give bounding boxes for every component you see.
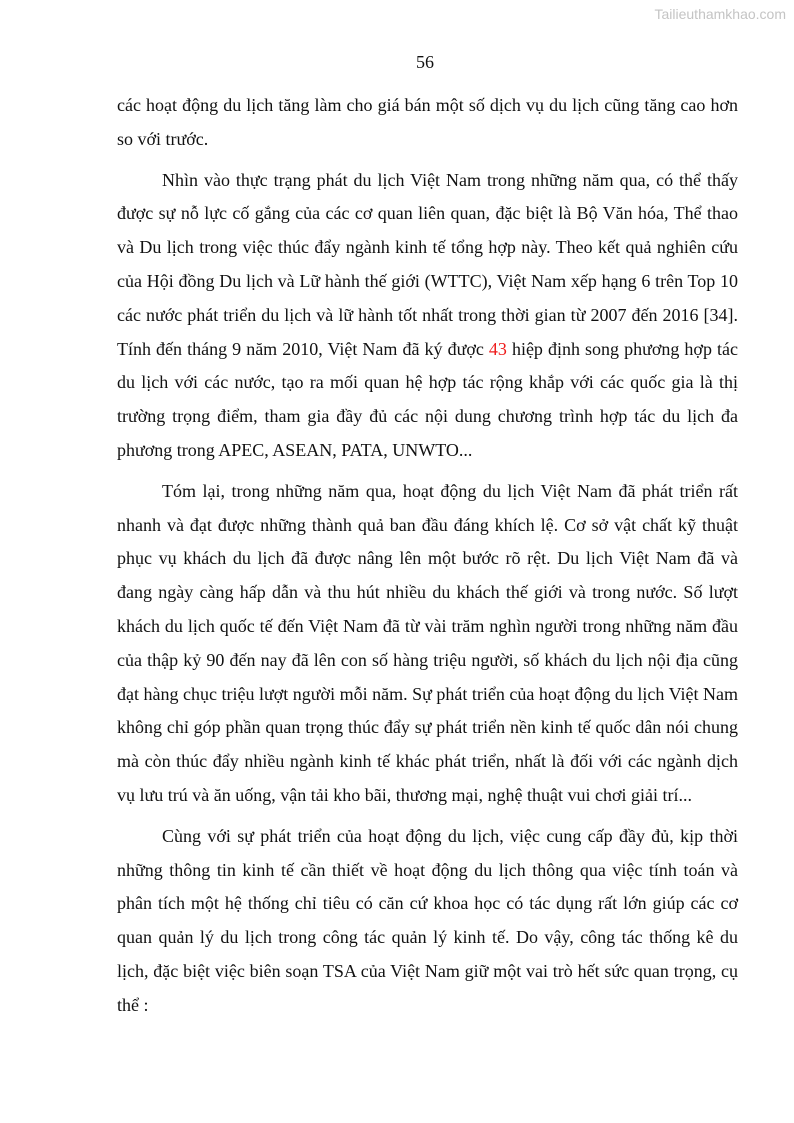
paragraph-text-before: Nhìn vào thực trạng phát du lịch Việt Nam trong những năm qua, có thể thấy được sự nỗ lực cố gắng của các cơ quan liên quan, đặc biệt là Bộ Văn hóa, Thể thao và Du lịch trong việc thúc đẩy ngành kinh tế tổng hợp này. Theo kết quả nghiên cứu của Hội đồng Du lịch và Lữ hành thế giới (WTTC), Việt Nam xếp hạng 6 trên Top 10 các nước phát triển du lịch và lữ hành tốt nhất trong thời gian từ 2007 đến 2016 [34]. Tính đến tháng 9 năm 2010, Việt Nam đã ký được	[117, 169, 738, 359]
page-number: 56	[416, 52, 434, 72]
paragraph-text-after: hiệp định song phương hợp tác du lịch với các nước, tạo ra mối quan hệ hợp tác rộng khắp với các quốc gia là thị trường trọng điểm, tham gia đầy đủ các nội dung chương trình hợp tác du lịch đa phương trong APEC, ASEAN, PATA, UNWTO...	[117, 338, 738, 460]
paragraph-tourism-status	[117, 164, 738, 468]
paragraph-continuation: các hoạt động du lịch tăng làm cho giá bán một số dịch vụ du lịch cũng tăng cao hơn so với trước.	[117, 95, 738, 149]
highlighted-number: 43	[488, 338, 507, 359]
watermark: Tailieuthamkhao.com	[654, 6, 786, 22]
document-body	[117, 89, 738, 1023]
paragraph-summary: Tóm lại, trong những năm qua, hoạt động du lịch Việt Nam đã phát triển rất nhanh và đạt được những thành quả ban đầu đáng khích lệ. Cơ sở vật chất kỹ thuật phục vụ khách du lịch đã được nâng lên một bước rõ rệt. Du lịch Việt Nam đã và đang ngày càng hấp dẫn và thu hút nhiều du khách thế giới và trong nước. Số lượt khách du lịch quốc tế đến Việt Nam đã từ vài trăm nghìn người trong những năm đầu của thập kỷ 90 đến nay đã lên con số hàng triệu người, số khách du lịch nội địa cũng đạt hàng chục triệu lượt người mỗi năm. Sự phát triển của hoạt động du lịch Việt Nam không chỉ góp phần quan trọng thúc đẩy sự phát triển nền kinh tế quốc dân nói chung mà còn thúc đẩy nhiều ngành kinh tế khác phát triển, nhất là đối với các ngành dịch vụ lưu trú và ăn uống, vận tải kho bãi, thương mại, nghệ thuật vui chơi giải trí...	[117, 480, 738, 805]
paragraph-tsa-role: Cùng với sự phát triển của hoạt động du lịch, việc cung cấp đầy đủ, kịp thời những thông tin kinh tế cần thiết về hoạt động du lịch thông qua việc tính toán và phân tích một hệ thống chỉ tiêu có căn cứ khoa học có tác dụng rất lớn giúp các cơ quan quản lý du lịch trong công tác quản lý kinh tế. Do vậy, công tác thống kê du lịch, đặc biệt việc biên soạn TSA của Việt Nam giữ một vai trò hết sức quan trọng, cụ thể :	[117, 825, 738, 1015]
